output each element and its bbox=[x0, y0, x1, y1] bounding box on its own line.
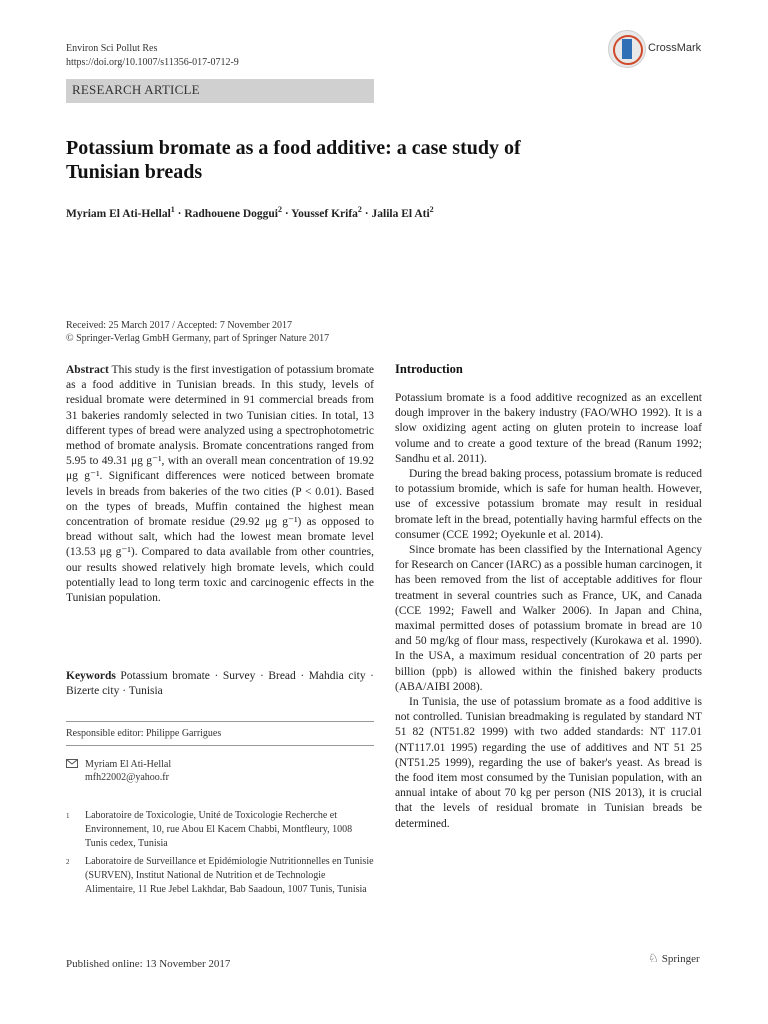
keywords-label: Keywords bbox=[66, 670, 116, 682]
paragraph: In Tunisia, the use of potassium bromate as a food additive is not controlled. Tunisian breadmaking is regulated by standard NT 51 82 (NT51.82 1999) with two added standards: NT 117.01 (NT117.01 1995) regarding the use of additives and NT 51 25 (NT51.25 1999), regarding the use of baker's yeast. As bread is the food item most consumed by the Tunisian population, with an annual intake of about 70 kg per person (NIS 2013), it is crucial that the levels of residual bromate in Tunisian breads be determined. bbox=[395, 696, 702, 830]
doi-link[interactable]: https://doi.org/10.1007/s11356-017-0712-9 bbox=[66, 57, 239, 68]
author-name: Youssef Krifa bbox=[291, 207, 358, 220]
keywords-text: Potassium bromate · Survey · Bread · Mahdia city · Bizerte city · Tunisia bbox=[66, 670, 374, 698]
received-accepted-dates: Received: 25 March 2017 / Accepted: 7 November 2017 bbox=[66, 320, 293, 331]
article-type-banner bbox=[66, 79, 374, 103]
introduction-body bbox=[395, 391, 702, 832]
crossmark-icon bbox=[608, 30, 646, 68]
journal-name: Environ Sci Pollut Res bbox=[66, 43, 158, 54]
paragraph: Potassium bromate is a food additive recognized as an excellent dough improver in the bakery industry (FAO/WHO 1992). It is a slow oxidizing agent acting on gluten protein to increase loaf volume and to create a good texture of the bread (Ranum 1992; Sandhu et al. 2011). bbox=[395, 392, 702, 465]
author-affiliation-mark: 2 bbox=[357, 205, 362, 214]
author-name: Jalila El Ati bbox=[371, 207, 430, 220]
author-name: Radhouene Doggui bbox=[184, 207, 278, 220]
section-heading-introduction: Introduction bbox=[395, 362, 463, 376]
crossmark-label: CrossMark bbox=[648, 42, 702, 54]
author-affiliation-mark: 2 bbox=[429, 205, 434, 214]
corresponding-author-email[interactable]: mfh22002@yahoo.fr bbox=[85, 772, 169, 783]
published-online-date: Published online: 13 November 2017 bbox=[66, 958, 231, 970]
author-name: Myriam El Ati-Hellal bbox=[66, 207, 171, 220]
author-list: Myriam El Ati-Hellal$^1$ · Radhouene Doggui$^2$ · Youssef Krifa$^2$ · Jalila El Ati$^2$ bbox=[66, 205, 434, 220]
copyright-notice: © Springer-Verlag GmbH Germany, part of Springer Nature 2017 bbox=[66, 333, 330, 344]
springer-horse-icon: ♘ bbox=[648, 951, 659, 965]
article-title: Potassium bromate as a food additive: a case study of Tunisian breads bbox=[66, 137, 521, 183]
affiliation-1: Laboratoire de Toxicologie, Unité de Toxicologie Recherche et Environnement, 10, rue Abou El Kacem Chabbi, Montfleury, 1008 Tunis cedex, Tunisia bbox=[85, 810, 353, 849]
affiliation-number: 2 bbox=[66, 858, 70, 866]
corresponding-author-name: Myriam El Ati-Hellal bbox=[85, 759, 172, 770]
affiliation-number: 1 bbox=[66, 812, 70, 820]
responsible-editor: Responsible editor: Philippe Garrigues bbox=[66, 728, 222, 739]
affiliation-2: Laboratoire de Surveillance et Epidémiologie Nutritionnelles en Tunisie (SURVEN), Institut National de Nutrition et de Technologie Alimentaire, 11 Rue Jebel Lakhdar, Bab Saadoun, 1007 Tunis, Tunisia bbox=[85, 856, 374, 895]
article-type-label: RESEARCH ARTICLE bbox=[72, 82, 200, 97]
footnote-divider bbox=[66, 721, 374, 722]
paragraph: Since bromate has been classified by the International Agency for Research on Cancer (IARC) as a possible human carcinogen, it has been removed from the list of acceptable additives for flour treatment in several countries such as France, UK, and Canada (CCE 1992; Fawell and Walker 2006). In Japan and China, maximal permitted doses of potassium bromate in bread are 10 and 50 mg/kg of flour mass, respectively (Kurokawa et al. 1990). In the USA, a maximum residual concentration of 20 parts per billion (ppb) is allowed within the finished bakery products (ABA/AIBI 2008). bbox=[395, 544, 702, 693]
publisher-logo bbox=[648, 951, 700, 966]
author-affiliation-mark: 2 bbox=[277, 205, 282, 214]
paragraph: During the bread baking process, potassium bromate is reduced to potassium bromide, which is safe for human health. However, use of excessive potassium bromate may result in residual bromate left in the bread, potentially having harmful effects on the consumer (CCE 1992; Oyekunle et al. 2014). bbox=[395, 468, 702, 541]
envelope-icon bbox=[66, 755, 80, 773]
abstract-label: Abstract bbox=[66, 364, 109, 376]
author-affiliation-mark: 1 bbox=[170, 205, 175, 214]
keywords bbox=[66, 669, 374, 699]
abstract-text: This study is the first investigation of potassium bromate as a food additive in Tunisian breads. In this study, levels of residual bromate were determined in 91 commercial breads from 31 bakeries randomly selected in two Tunisian cities. In total, 13 different types of bread were analyzed using a spectrophotometric method of bromate analysis. Bromate concentrations ranged from 5.95 to 49.31 μg g⁻¹, with an overall mean concentration of 19.92 μg g⁻¹. Significant differences were noticed between bromate levels in breads from bakeries of the two cities (P < 0.01). Based on the types of breads, Muffin contained the highest mean concentration of bromate residue (29.92 μg g⁻¹) as opposed to bread without salt, which had the lowest mean bromate level (13.53 μg g⁻¹). Compared to data available from other countries, our results showed relatively high bromate levels, which could potentially lead to long term toxic and carcinogenic effects in the Tunisian population. bbox=[66, 364, 375, 605]
footnote-divider bbox=[66, 745, 374, 746]
crossmark-badge[interactable] bbox=[608, 30, 728, 70]
publisher-name: Springer bbox=[661, 953, 700, 965]
abstract bbox=[66, 363, 374, 606]
